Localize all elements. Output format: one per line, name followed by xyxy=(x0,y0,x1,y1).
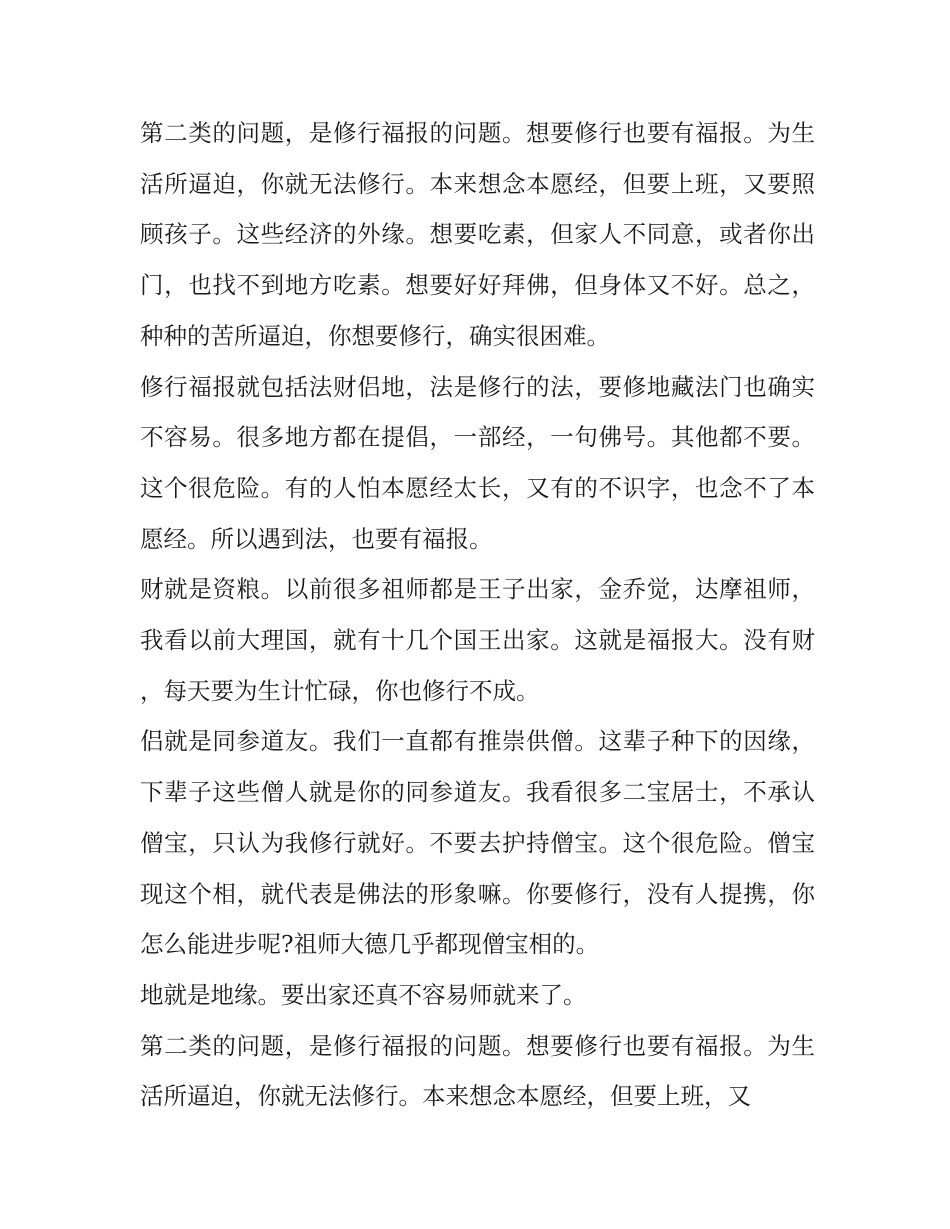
paragraph-1: 第二类的问题，是修行福报的问题。想要修行也要有福报。为生活所逼迫，你就无法修行。本来想念本愿经，但要上班，又要照顾孩子。这些经济的外缘。想要吃素，但家人不同意，或者你出门，也找不到地方吃素。想要好好拜佛，但身体又不好。总之，种种的苦所逼迫，你想要修行，确实很困难。 xyxy=(140,119,815,350)
document-body xyxy=(140,108,815,1122)
paragraph-5: 地就是地缘。要出家还真不容易师就来了。 xyxy=(140,980,587,1009)
paragraph-2: 修行福报就包括法财侣地，法是修行的法，要修地藏法门也确实不容易。很多地方都在提倡，一部经，一句佛号。其他都不要。这个很危险。有的人怕本愿经太长，又有的不识字，也念不了本愿经。所以遇到法，也要有福报。 xyxy=(140,372,815,553)
paragraph-6: 第二类的问题，是修行福报的问题。想要修行也要有福报。为生活所逼迫，你就无法修行。本来想念本愿经，但要上班，又 xyxy=(140,1031,815,1111)
paragraph-3: 财就是资粮。以前很多祖师都是王子出家，金乔觉，达摩祖师，我看以前大理国，就有十几个国王出家。这就是福报大。没有财，每天要为生计忙碌，你也修行不成。 xyxy=(140,575,815,705)
paragraph-4: 侣就是同参道友。我们一直都有推崇供僧。这辈子种下的因缘，下辈子这些僧人就是你的同参道友。我看很多二宝居士，不承认僧宝，只认为我修行就好。不要去护持僧宝。这个很危险。僧宝现这个相，就代表是佛法的形象嘛。你要修行，没有人提携，你怎么能进步呢?祖师大德几乎都现僧宝相的。 xyxy=(140,727,815,959)
